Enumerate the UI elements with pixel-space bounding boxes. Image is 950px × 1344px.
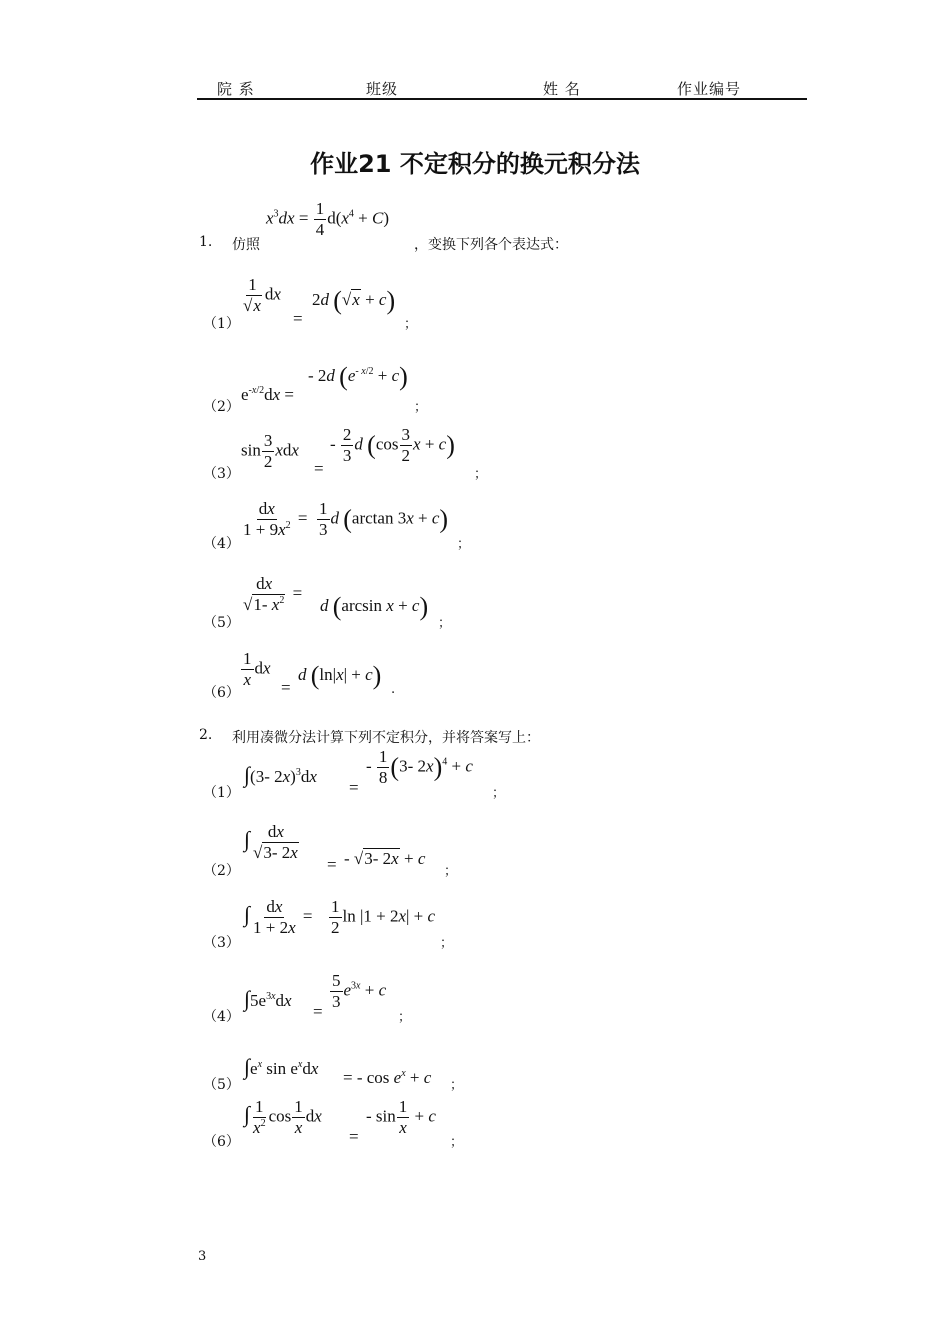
q1-item-end: ；	[438, 616, 452, 631]
equals-sign: =	[349, 1127, 359, 1146]
q2-item-label: （3）	[203, 935, 240, 951]
q2-item-expr: $\int 5e^{3x}dx$	[244, 986, 292, 1011]
q1-item-answer: $\frac{1}{3}$ d (arctan 3x + c)	[319, 499, 449, 539]
q2-item-answer: - √3- 2x + c	[344, 849, 426, 868]
q1-item-label: （1）	[203, 316, 240, 332]
q2-item-label: （2）	[203, 863, 240, 879]
q2-item-expr: ∫ $\frac{dx}{√3- 2x}$	[244, 822, 298, 862]
q2-item-end: ；	[398, 1010, 412, 1025]
q2-item-expr: ∫ $\frac{dx}{1 + 2x}$ =	[244, 897, 313, 937]
equals-sign: =	[281, 678, 291, 697]
header-hw-no: 作业编号	[677, 80, 742, 98]
q1-number: 1.	[199, 234, 213, 250]
page-title: 作业21 不定积分的换元积分法	[310, 150, 640, 178]
equals-sign: =	[327, 855, 337, 874]
q2-item-expr: ∫ $\frac{1}{x^2}$ cos $\frac{1}{x}$ dx	[244, 1097, 322, 1137]
q2-item-label: （5）	[203, 1077, 240, 1093]
q1-item-answer: - $\frac{2}{3}$ d (cos $\frac{3}{2}$ x + c)	[330, 425, 455, 465]
q1-item-expr: $e^{-x/2}dx$ =	[241, 385, 295, 404]
page-number: 3	[198, 1249, 207, 1264]
equals-sign: =	[313, 1002, 323, 1021]
equals-sign: =	[314, 459, 324, 478]
q1-item-expr: sin $\frac{3}{2}$ xdx	[241, 431, 299, 471]
q2-item-label: （6）	[203, 1134, 240, 1150]
q1-item-label: （5）	[203, 615, 240, 631]
q1-item-label: （6）	[203, 685, 240, 701]
q1-item-end: .	[391, 682, 396, 697]
q2-number: 2.	[199, 727, 213, 743]
q1-item-label: （2）	[203, 399, 240, 415]
q1-item-label: （3）	[203, 466, 240, 482]
q1-item-end: ；	[414, 400, 428, 415]
q1-item-expr: $\frac{1}{√x}$ dx	[243, 275, 281, 315]
q1-item-end: ；	[404, 317, 418, 332]
header-name: 姓 名	[543, 80, 581, 98]
q2-item-answer: - $\frac{1}{8}$ (3- 2x)$^4$ + c	[366, 747, 473, 787]
q2-item-answer: = - $\cos e^x + c$	[343, 1068, 432, 1087]
q1-item-label: （4）	[203, 536, 240, 552]
q1-item-expr: $\frac{dx}{√1- x^2}$ =	[243, 574, 303, 614]
q2-item-label: （4）	[203, 1009, 240, 1025]
q2-text: 利用凑微分法计算下列不定积分，并将答案写上：	[232, 730, 540, 746]
q1-item-end: ；	[474, 467, 488, 482]
q2-item-answer: $\frac{1}{2}$ ln |1 + 2x| + c	[331, 897, 436, 937]
header-rule	[197, 98, 807, 100]
q2-item-end: ；	[450, 1135, 464, 1150]
header-class: 班级	[366, 80, 399, 98]
q2-item-end: ；	[492, 786, 506, 801]
q2-item-end: ；	[450, 1078, 464, 1093]
q1-text-post: ，变换下列各个表达式：	[414, 237, 568, 253]
q2-item-label: （1）	[203, 785, 240, 801]
header-dept: 院 系	[217, 80, 255, 98]
q2-item-answer: $\frac{5}{3}$ $e^{3x} + c$	[332, 971, 387, 1011]
q1-example: $x^3dx$ = $\frac{1}{4}$ $d(x^4 + C)$	[266, 199, 390, 239]
equals-sign: =	[349, 778, 359, 797]
q1-item-answer: 2d (√x + c)	[312, 286, 396, 315]
q1-item-answer: d (ln|x| + c)	[298, 661, 382, 690]
q1-item-answer: - 2d $(e^{- x/2} + c)$	[308, 362, 408, 391]
q1-item-answer: d (arcsin x + c)	[320, 592, 429, 621]
equals-sign: =	[293, 309, 303, 328]
q1-item-expr: $\frac{1}{x}$ dx	[243, 649, 271, 689]
q1-item-end: ；	[457, 537, 471, 552]
q2-item-end: ；	[440, 936, 454, 951]
q2-item-expr: $\int e^x$ $\sin e^xdx$	[244, 1054, 319, 1079]
q2-item-expr: ∫(3- 2x)$^3$dx	[244, 762, 317, 787]
q1-item-expr: $\frac{dx}{1 + 9x^2}$ =	[243, 499, 308, 539]
q2-item-end: ；	[444, 864, 458, 879]
q1-text-pre: 仿照	[232, 237, 260, 253]
q2-item-answer: - sin $\frac{1}{x}$ + c	[366, 1097, 436, 1137]
